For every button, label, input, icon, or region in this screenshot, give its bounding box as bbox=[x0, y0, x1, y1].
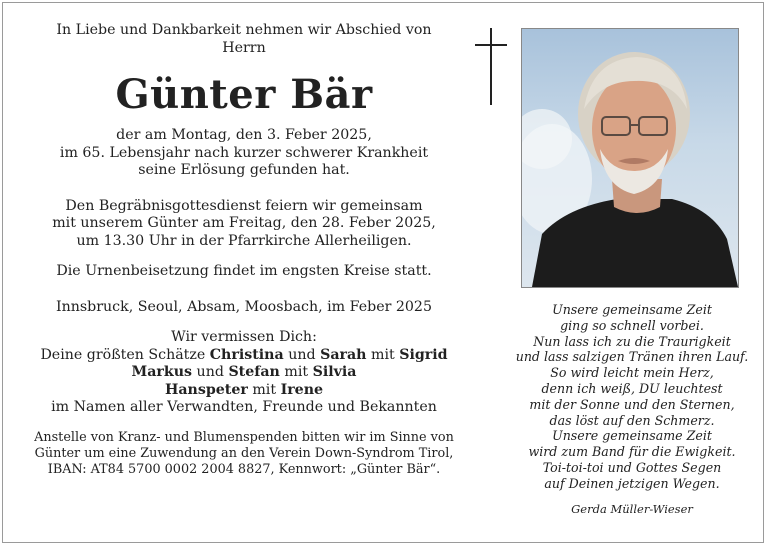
portrait-photo bbox=[521, 28, 739, 288]
family-line: Markus und Stefan mit Silvia bbox=[131, 364, 357, 380]
poem-line: ging so schnell vorbei. bbox=[560, 317, 704, 333]
family-line: Deine größten Schätze Christina und Sarah mit Sigrid bbox=[40, 346, 448, 363]
death-line: im 65. Lebensjahr nach kurzer schwerer Krankheit bbox=[59, 144, 429, 161]
notice-text bbox=[28, 22, 460, 478]
poem-line: und lass salzigen Tränen ihren Lauf. bbox=[515, 349, 749, 365]
poem-author: Gerda Müller-Wieser bbox=[571, 501, 693, 516]
poem-line: So wird leicht mein Herz, bbox=[550, 365, 714, 381]
death-line: seine Erlösung gefunden hat. bbox=[138, 162, 350, 178]
family-line: im Namen aller Verwandten, Freunde und Bekannten bbox=[51, 399, 437, 415]
poem-line: Unsere gemeinsame Zeit bbox=[552, 302, 712, 317]
poem-line: Unsere gemeinsame Zeit bbox=[552, 428, 712, 444]
intro-line: In Liebe und Dankbarkeit nehmen wir Abschied von bbox=[56, 22, 432, 38]
place-date: Innsbruck, Seoul, Absam, Moosbach, im Feber 2025 bbox=[56, 298, 432, 315]
poem-line: das löst auf den Schmerz. bbox=[549, 412, 715, 428]
poem-line: mit der Sonne und den Sternen, bbox=[529, 396, 735, 412]
poem-line: Nun lass ich zu die Traurigkeit bbox=[533, 333, 731, 349]
intro-line: Herrn bbox=[222, 39, 266, 56]
poem-line: wird zum Band für die Ewigkeit. bbox=[528, 444, 736, 460]
donation-line: IBAN: AT84 5700 0002 2004 8827, Kennwort: „Günter Bär“. bbox=[47, 461, 441, 477]
urn-line: Die Urnenbeisetzung findet im engsten Kreise statt. bbox=[56, 263, 432, 279]
family-line: Hanspeter mit Irene bbox=[164, 381, 324, 398]
service-line: Den Begräbnisgottesdienst feiern wir gemeinsam bbox=[65, 197, 423, 214]
donation-line: Günter um eine Zuwendung an den Verein Down-Syndrom Tirol, bbox=[34, 445, 454, 461]
donation-line: Anstelle von Kranz- und Blumenspenden bitten wir im Sinne von bbox=[34, 429, 454, 445]
death-line: der am Montag, den 3. Feber 2025, bbox=[116, 127, 372, 143]
deceased-name: Günter Bär bbox=[115, 71, 373, 118]
service-line: mit unserem Günter am Freitag, den 28. Feber 2025, bbox=[52, 215, 436, 231]
cross-icon bbox=[475, 28, 507, 105]
service-line: um 13.30 Uhr in der Pfarrkirche Allerheiligen. bbox=[76, 232, 412, 249]
poem-line: denn ich weiß, DU leuchtest bbox=[541, 380, 723, 396]
poem-line: Toi-toi-toi und Gottes Segen bbox=[542, 459, 722, 475]
poem bbox=[508, 302, 756, 517]
miss-line: Wir vermissen Dich: bbox=[171, 329, 317, 345]
poem-line: auf Deinen jetzigen Wegen. bbox=[544, 475, 720, 491]
